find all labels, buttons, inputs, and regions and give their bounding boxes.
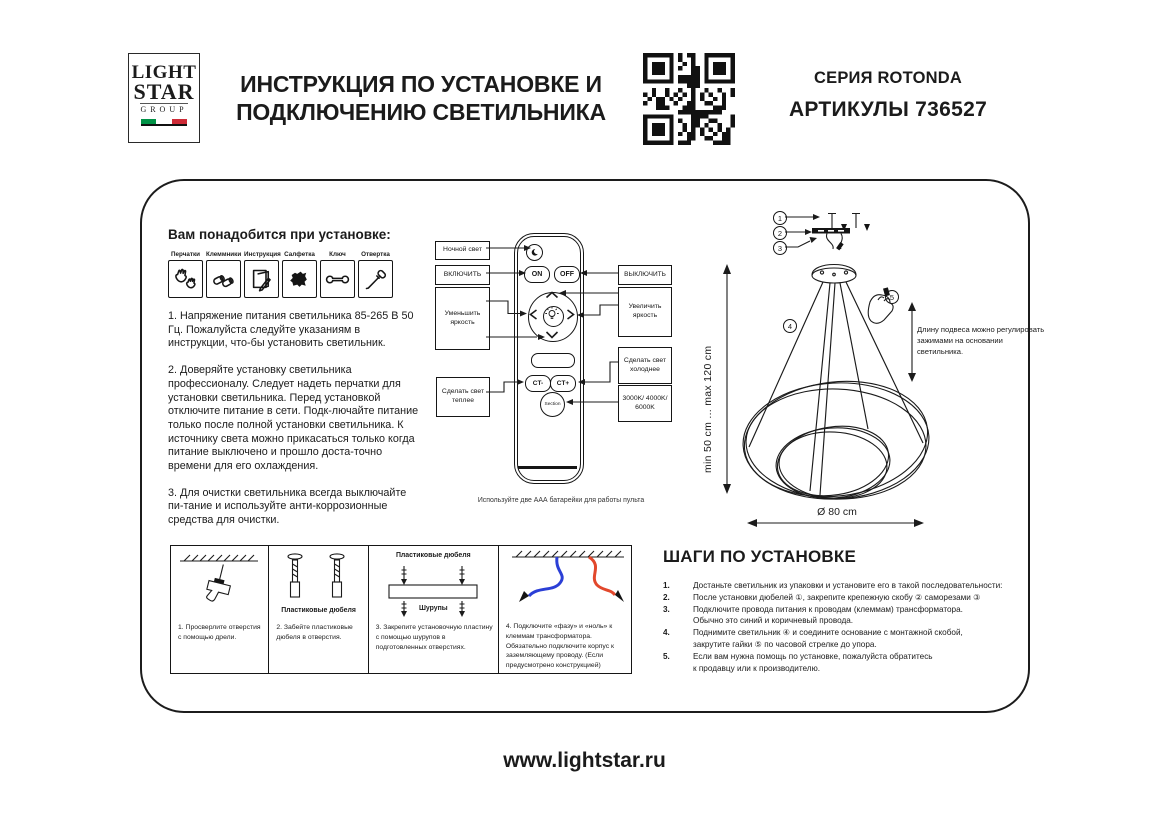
tool-instruction: [244, 251, 279, 298]
italian-flag: [141, 119, 187, 126]
blank-button: [531, 353, 575, 368]
tool-terminals: [206, 251, 241, 298]
remote-control: [514, 233, 584, 484]
mount-step-1-caption: 1. Просверлите отверстия с помощью дрели.: [178, 624, 261, 642]
install-steps: [663, 547, 1035, 674]
flag-red: [172, 119, 187, 124]
callout-3: 3: [773, 241, 787, 255]
callout-4: 4: [783, 319, 797, 333]
install-step-4: 4. Поднимите светильник ④ и соедините основание с монтажной скобой, закрутите гайки ⑤ по часовой стрелке до упора.: [663, 628, 963, 649]
dowels-label-top: Пластиковые дюбеля: [395, 552, 471, 559]
terminal-blocks-icon: [210, 266, 237, 293]
callout-1: 1: [773, 211, 787, 225]
tool-napkin: [282, 251, 317, 298]
mount-step-4: [498, 546, 631, 673]
title-line1: ИНСТРУКЦИЯ ПО УСТАНОВКЕ И: [240, 71, 602, 97]
logo-line2: STAR: [133, 79, 195, 104]
moon-icon: [530, 248, 539, 257]
callout-5: 5: [885, 290, 899, 304]
label-cooler: Сделать свет холоднее: [618, 347, 672, 384]
mounting-pictograms: [170, 545, 632, 674]
warning-1: 1. Напряжение питания светильника 85-265 В 50 Гц. Пожалуйста следуйте указаниям в инструкции, что-бы установить светильник.: [168, 310, 414, 350]
night-light-button: [526, 244, 543, 261]
safety-warnings: [168, 310, 422, 541]
install-step-2: 2. После установки дюбелей ①, закрепите крепежную скобу ② саморезами ③: [663, 592, 981, 602]
qr-code-icon: [643, 53, 735, 145]
lightstar-logo: [128, 53, 200, 143]
install-step-1: 1. Достаньте светильник из упаковки и установите его в такой последовательности:: [663, 581, 1003, 590]
screwdriver-icon: [362, 266, 389, 293]
tool-label: Ключ: [329, 251, 346, 258]
tool-wrench: [320, 251, 355, 298]
mount-step-2: [268, 546, 367, 673]
tools-row: [168, 251, 393, 298]
website-link: www.lightstar.ru: [503, 749, 666, 772]
label-turn-on: ВКЛЮЧИТЬ: [435, 265, 490, 285]
prep-heading: Вам понадобится при установке:: [168, 227, 391, 242]
series-block: [768, 69, 1008, 122]
label-turn-off: ВЫКЛЮЧИТЬ: [618, 265, 672, 285]
tool-label: Отвертка: [361, 251, 390, 258]
off-button: OFF: [554, 266, 580, 283]
label-warmer: Сделать свет теплее: [436, 377, 490, 417]
tool-label: Инструкция: [244, 251, 281, 258]
warning-2: 2. Доверяйте установку светильника профессионалу. Следует надеть перчатки для установки светильника. Перед установкой отключите питание в сети. Подк-лючайте питание только после полной установки светильника. К источнику света можно прикасаться только когда питание выключено и прошло доста-точно времени для его охлаждения.: [168, 364, 419, 473]
screws-label: Шурупы: [418, 605, 448, 612]
tool-gloves: [168, 251, 203, 298]
on-button: ON: [524, 266, 550, 283]
article-number: АРТИКУЛЫ 736527: [788, 98, 988, 121]
mount-step-3-caption: 3. Закрепите установочную пластину с помощью шурупов в подготовленных отверстиях.: [375, 624, 493, 652]
flag-white: [156, 119, 171, 124]
dpad-center-button: [543, 306, 564, 327]
title-line2: ПОДКЛЮЧЕНИЮ СВЕТИЛЬНИКА: [236, 99, 606, 125]
logo-line3: GROUP: [140, 105, 188, 114]
dowels-label: Пластиковые дюбеля: [281, 607, 356, 614]
tool-label: Клеммники: [206, 251, 242, 258]
logo-line1: LIGHT: [131, 62, 197, 83]
height-range-label: min 50 cm ... max 120 cm: [702, 345, 714, 473]
mount-step-3: [368, 546, 498, 673]
callout-2: 2: [773, 226, 787, 240]
napkin-icon: [286, 266, 313, 293]
section-button: Section: [540, 392, 565, 417]
install-step-3: 3. Подключите провода питания к проводам (клеммам) трансформатора. Обычно это синий и коричневый провода.: [663, 604, 963, 626]
label-dim: Уменьшить яркость: [435, 287, 490, 350]
series-name: СЕРИЯ ROTONDA: [814, 69, 962, 87]
instruction-icon: [248, 266, 275, 293]
tool-screwdriver: [358, 251, 393, 298]
label-kelvin-modes: 3000K/ 4000K/ 6000K: [618, 385, 672, 422]
battery-cover-line: [518, 466, 577, 469]
page-title: [228, 70, 614, 126]
install-step-5: 5. Если вам нужна помощь по установке, пожалуйста обратитесь к продавцу или к производителю.: [663, 651, 933, 673]
ct-plus-button: CT+: [550, 375, 576, 392]
diameter-label: Ø 80 cm: [817, 506, 857, 518]
warning-3: 3. Для очистки светильника всегда выключайте пи-тание и используйте анти-коррозионные средства для очистки.: [168, 486, 407, 527]
tool-label: Салфетка: [284, 251, 315, 258]
suspension-adjust-note: Длину подвеса можно регулировать зажимами на основании светильника.: [917, 325, 1045, 357]
label-brighten: Увеличить яркость: [618, 287, 672, 337]
label-night-light: Ночной свет: [435, 241, 490, 260]
flag-green: [141, 119, 156, 124]
mount-step-4-caption: 4. Подключите «фазу» и «ноль» к клеммам трансформатора. Обязательно подключите корпус к заземляющему проводу. (Если предусмотрено конструкцией): [505, 623, 615, 670]
mount-step-2-caption: 2. Забейте пластиковые дюбеля в отверстия.: [276, 624, 353, 642]
wrench-icon: [324, 266, 351, 293]
battery-note: Используйте две ААА батарейки для работы пульта: [477, 497, 645, 504]
gloves-icon: [172, 266, 199, 293]
install-steps-heading: ШАГИ ПО УСТАНОВКЕ: [663, 547, 857, 566]
mount-step-1: [171, 546, 268, 673]
ct-minus-button: CT-: [525, 375, 551, 392]
tool-label: Перчатки: [171, 251, 200, 258]
